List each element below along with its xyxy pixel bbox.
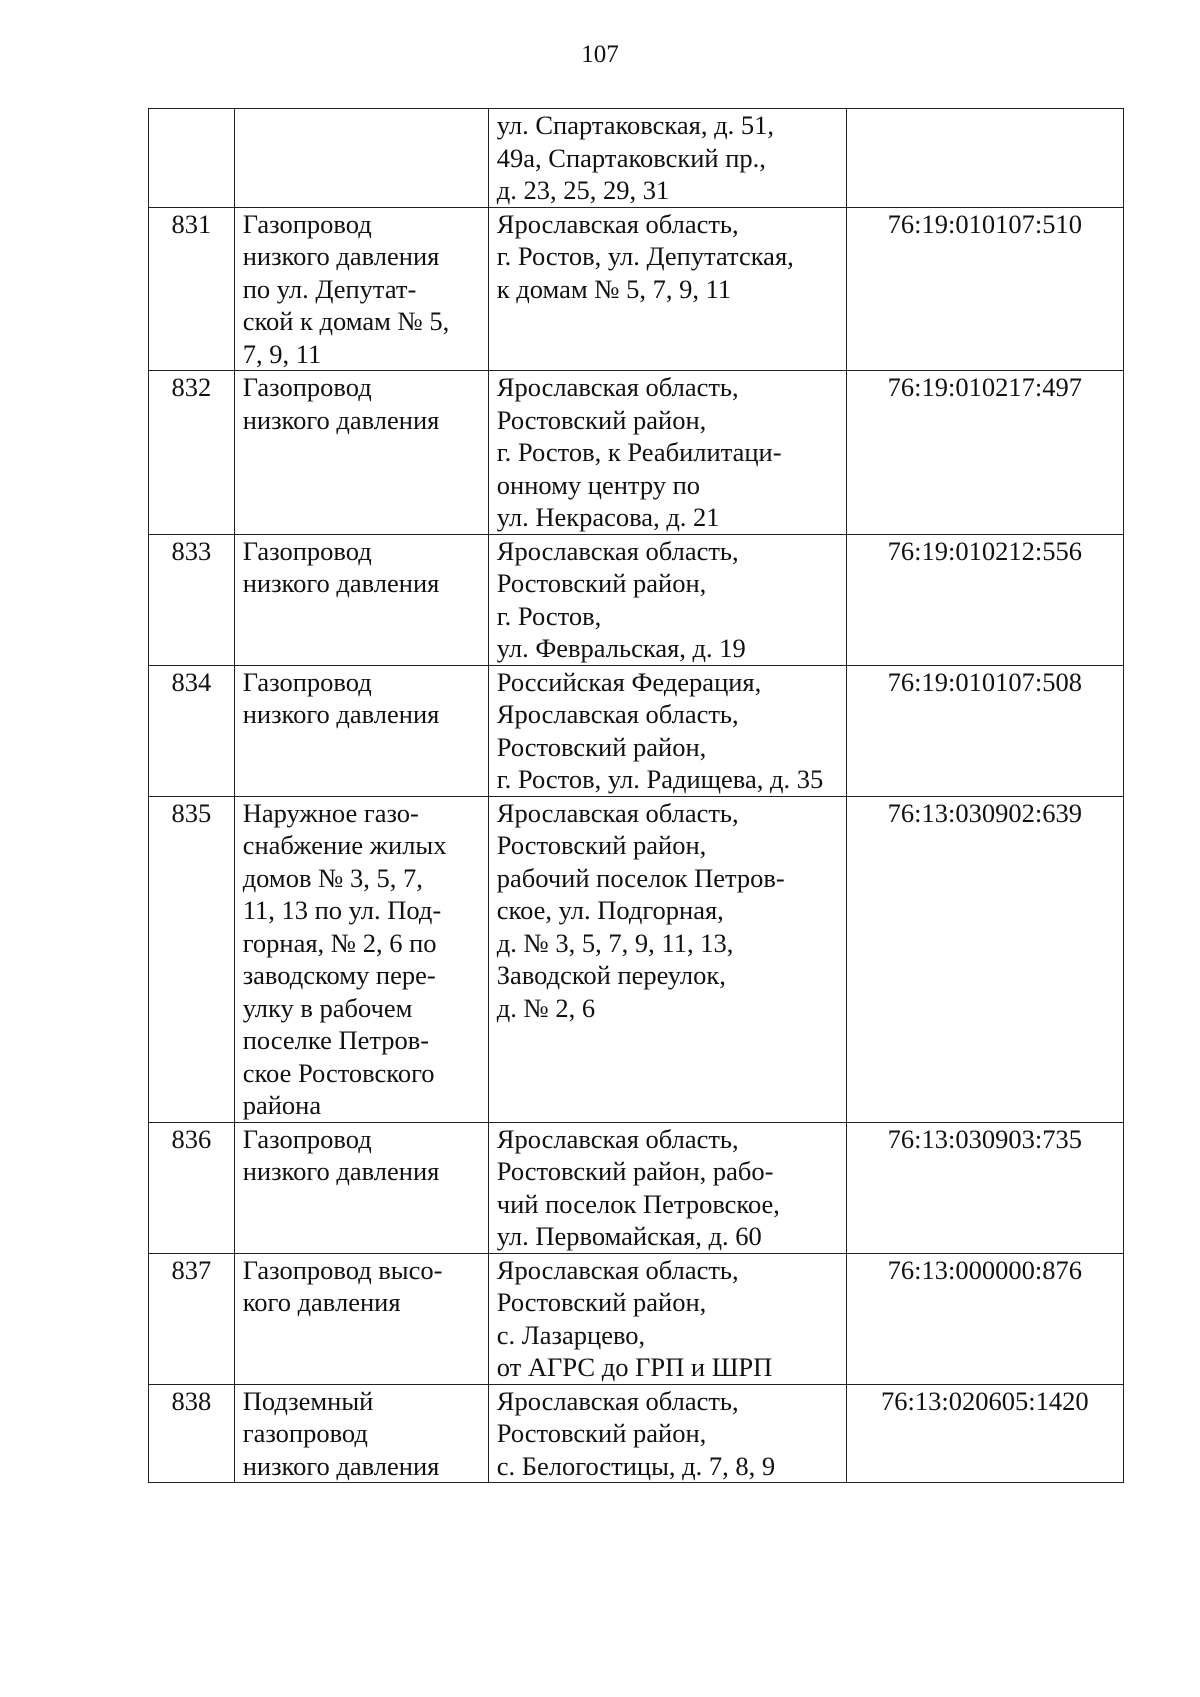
- row-number-cell: [149, 109, 235, 208]
- object-name-cell: [234, 109, 488, 208]
- address-cell: Ярославская область, Ростовский район, г. Ростов, ул. Февральская, д. 19: [488, 534, 846, 665]
- cadastral-number-cell: 76:13:000000:876: [846, 1253, 1123, 1384]
- cadastral-number-cell: 76:13:030902:639: [846, 796, 1123, 1122]
- row-number-cell: 838: [149, 1384, 235, 1483]
- page-number: 107: [581, 41, 619, 68]
- address-cell: Ярославская область, г. Ростов, ул. Депутатская, к домам № 5, 7, 9, 11: [488, 207, 846, 371]
- cadastral-number-cell: 76:19:010107:510: [846, 207, 1123, 371]
- table-row: [149, 1122, 1124, 1253]
- cadastral-number-cell: 76:19:010212:556: [846, 534, 1123, 665]
- registry-table: [148, 108, 1124, 1483]
- cadastral-number-cell: 76:19:010217:497: [846, 371, 1123, 535]
- address-cell: Ярославская область, Ростовский район, г. Ростов, к Реабилитаци- онному центру по ул. Некрасова, д. 21: [488, 371, 846, 535]
- table-row: [149, 665, 1124, 796]
- cadastral-number-cell: 76:13:030903:735: [846, 1122, 1123, 1253]
- row-number-cell: 831: [149, 207, 235, 371]
- address-cell: Ярославская область, Ростовский район, с. Белогостицы, д. 7, 8, 9: [488, 1384, 846, 1483]
- address-cell: ул. Спартаковская, д. 51, 49а, Спартаковский пр., д. 23, 25, 29, 31: [488, 109, 846, 208]
- table-row: [149, 207, 1124, 371]
- row-number-cell: 832: [149, 371, 235, 535]
- address-cell: Российская Федерация, Ярославская область, Ростовский район, г. Ростов, ул. Радищева, д. 35: [488, 665, 846, 796]
- row-number-cell: 833: [149, 534, 235, 665]
- table-row: [149, 796, 1124, 1122]
- object-name-cell: Газопровод низкого давления: [234, 1122, 488, 1253]
- row-number-cell: 837: [149, 1253, 235, 1384]
- cadastral-number-cell: 76:13:020605:1420: [846, 1384, 1123, 1483]
- address-cell: Ярославская область, Ростовский район, рабо- чий поселок Петровское, ул. Первомайская, д. 60: [488, 1122, 846, 1253]
- address-cell: Ярославская область, Ростовский район, с. Лазарцево, от АГРС до ГРП и ШРП: [488, 1253, 846, 1384]
- object-name-cell: Газопровод низкого давления по ул. Депутат- ской к домам № 5, 7, 9, 11: [234, 207, 488, 371]
- cadastral-number-cell: [846, 109, 1123, 208]
- table-row: [149, 109, 1124, 208]
- object-name-cell: Газопровод высо- кого давления: [234, 1253, 488, 1384]
- row-number-cell: 836: [149, 1122, 235, 1253]
- object-name-cell: Газопровод низкого давления: [234, 665, 488, 796]
- object-name-cell: Газопровод низкого давления: [234, 534, 488, 665]
- row-number-cell: 835: [149, 796, 235, 1122]
- object-name-cell: Газопровод низкого давления: [234, 371, 488, 535]
- table-row: [149, 534, 1124, 665]
- cadastral-number-cell: 76:19:010107:508: [846, 665, 1123, 796]
- object-name-cell: Подземный газопровод низкого давления: [234, 1384, 488, 1483]
- address-cell: Ярославская область, Ростовский район, рабочий поселок Петров- ское, ул. Подгорная, д. № 3, 5, 7, 9, 11, 13, Заводской переулок, д. № 2, 6: [488, 796, 846, 1122]
- object-name-cell: Наружное газо- снабжение жилых домов № 3, 5, 7, 11, 13 по ул. Под- горная, № 2, 6 по заводскому пере- улку в рабочем поселке Петров- ское Ростовского района: [234, 796, 488, 1122]
- row-number-cell: 834: [149, 665, 235, 796]
- table-row: [149, 1384, 1124, 1483]
- table-row: [149, 1253, 1124, 1384]
- table-row: [149, 371, 1124, 535]
